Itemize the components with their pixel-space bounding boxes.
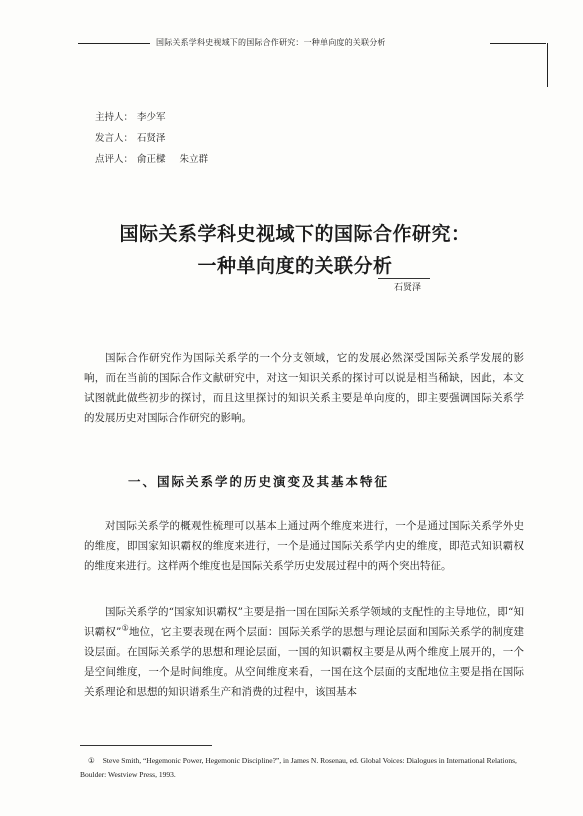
footnote: [80, 754, 540, 782]
speaker-name: 石贤泽: [137, 133, 166, 144]
footnote-rule: [80, 745, 212, 746]
paragraph-3-part-a: 国际关系学的“国家知识霸权”主要是指一国在国际关系学领域的支配性的主导地位，即“知识霸权”: [84, 606, 524, 638]
title-line-1: 国际关系学科史视域下的国际合作研究：: [119, 223, 471, 245]
article-title: [60, 218, 530, 282]
running-head-rule-left: [78, 43, 150, 44]
section-heading-1: 一、国际关系学的历史演变及其基本特征: [128, 474, 390, 489]
commentator-label: 点评人：: [95, 154, 134, 165]
footnote-ref[interactable]: ①: [121, 623, 129, 633]
speaker-label: 发言人：: [95, 133, 134, 144]
paragraph-3-part-b: 地位，它主要表现在两个层面：国际关系学的思想与理论层面和国际关系学的制度建设层面。在国际关系学的思想和理论层面，一国的知识霸权主要是从两个维度上展开的，一个是空间维度，一个是时间维度。从空间维度来看，一国在这个层面的支配地位主要是指在国际关系理论和思想的知识谱系生产和消费的过程中，该国基本: [84, 626, 525, 698]
commentator-name-2: 朱立群: [179, 154, 209, 165]
running-head: [78, 36, 548, 50]
footnote-text: Steve Smith, “Hegemonic Power, Hegemonic Discipline?”, in James N. Rosenau, ed. Global Voices: Dialogues in International Relations, Boulder: Westview Press, 1993.: [80, 756, 517, 779]
host-label: 主持人：: [95, 112, 134, 123]
commentator-row: [95, 149, 212, 170]
commentator-name-1: 俞正樑: [137, 154, 166, 165]
speaker-row: [95, 128, 212, 149]
running-head-vertical-rule: [547, 43, 548, 87]
author-rule: [378, 278, 430, 279]
paragraph-1: 国际合作研究作为国际关系学的一个分支领域，它的发展必然深受国际关系学发展的影响，而在当前的国际合作文献研究中，对这一知识关系的探讨可以说是相当稀缺，因此，本文试图就此做些初步的探讨，而且这里探讨的知识关系主要是单向度的，即主要强调国际关系学的发展历史对国际合作研究的影响。: [84, 352, 524, 424]
running-head-text: 国际关系学科史视域下的国际合作研究：一种单向度的关联分析: [156, 38, 386, 47]
footnote-marker: ①: [88, 756, 95, 765]
paragraph-3: [84, 602, 524, 702]
article-author: 石贤泽: [394, 283, 422, 293]
host-row: [95, 107, 212, 128]
paragraph-2: 对国际关系学的概观性梳理可以基本上通过两个维度来进行，一个是通过国际关系学外史的维度，即国家知识霸权的维度来进行，一个是通过国际关系学内史的维度，即范式知识霸权的维度来进行。这样两个维度也是国际关系学历史发展过程中的两个突出特征。: [84, 520, 524, 572]
host-name: 李少军: [137, 112, 166, 123]
session-meta: [95, 107, 212, 170]
running-head-rule-right: [490, 43, 546, 44]
title-line-2: 一种单向度的关联分析: [197, 255, 393, 277]
